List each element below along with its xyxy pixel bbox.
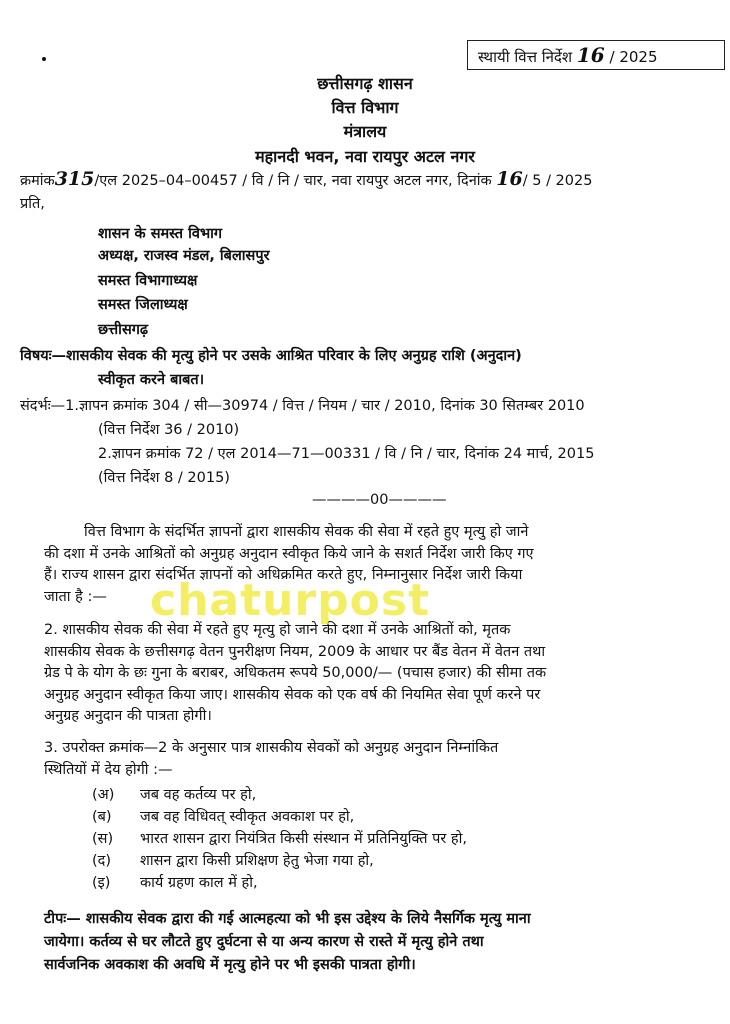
para2-line: ग्रेड पे के योग के छः गुना के बराबर, अधिकतम रूपये 50,000/— (पचास हजार) की सीमा तक <box>44 665 547 681</box>
paragraph-2 <box>44 620 704 728</box>
condition-mark-c: (स) <box>92 831 114 847</box>
scan-speck <box>42 57 46 61</box>
prati: प्रति, <box>20 196 45 212</box>
condition-text-e: कार्य ग्रहण काल में हो, <box>140 875 258 891</box>
reference-1-line-1: संदर्भः—1.ज्ञापन क्रमांक 304 / सी—30974 / वित्त / नियम / चार / 2010, दिनांक 30 सितम्बर 2010 <box>20 398 585 414</box>
recipient-3: समस्त विभागाध्यक्ष <box>98 273 198 289</box>
condition-mark-a: (अ) <box>92 787 115 803</box>
header-address: महानदी भवन, नवा रायपुर अटल नगर <box>255 147 475 166</box>
condition-text-d: शासन द्वारा किसी प्रशिक्षण हेतु भेजा गया हो, <box>140 853 374 869</box>
condition-text-b: जब वह विधिवत् स्वीकृत अवकाश पर हो, <box>140 809 355 825</box>
para1-line: वित्त विभाग के संदर्भित ज्ञापनों द्वारा शासकीय सेवक की सेवा में रहते हुए मृत्यु हो जाने <box>84 524 529 540</box>
watermark-logo: chaturpost <box>150 575 431 626</box>
ref-date-rest: / 5 / 2025 <box>522 173 593 189</box>
subject-line-1: विषयः—शासकीय सेवक की मृत्यु होने पर उसके आश्रित परिवार के लिए अनुग्रह राशि (अनुदान) <box>20 348 522 364</box>
recipient-1: शासन के समस्त विभाग <box>98 226 223 242</box>
reference-2-line-2: (वित्त निर्देश 8 / 2015) <box>98 470 230 486</box>
para1-line: जाता है :— <box>44 588 107 605</box>
ref-prefix: क्रमांक <box>20 173 55 189</box>
para1-line: की दशा में उनके आश्रितों को अनुग्रह अनुदान स्वीकृत किये जाने के सशर्त निर्देश जारी किए गए <box>44 545 534 562</box>
condition-mark-b: (ब) <box>92 809 112 825</box>
recipient-4: समस्त जिलाध्यक्ष <box>98 297 188 313</box>
header-government: छत्तीसगढ़ शासन <box>317 74 413 93</box>
reference-2-line-1: 2.ज्ञापन क्रमांक 72 / एल 2014—71—00331 / वि / नि / चार, दिनांक 24 मार्च, 2015 <box>98 446 595 462</box>
recipient-2: अध्यक्ष, राजस्व मंडल, बिलासपुर <box>98 248 270 264</box>
condition-text-a: जब वह कर्तव्य पर हो, <box>140 787 257 803</box>
para2-line: 2. शासकीय सेवक की सेवा में रहते हुए मृत्यु हो जाने की दशा में उनके आश्रितों को, मृतक <box>44 622 511 638</box>
para2-line: अनुग्रह अनुदान की पात्रता होगी। <box>44 708 212 724</box>
para3-line: स्थितियों में देय होगी :— <box>44 761 173 778</box>
para2-line: शासकीय सेवक के छत्तीसगढ़ वेतन पुनरीक्षण नियम, 2009 के आधार पर बैंड वेतन में वेतन तथा <box>44 643 546 660</box>
reference-1-line-2: (वित्त निर्देश 36 / 2010) <box>98 422 240 438</box>
para3-line: 3. उपरोक्त क्रमांक—2 के अनुसार पात्र शासकीय सेवकों को अनुग्रह अनुदान निम्नांकित <box>44 740 499 756</box>
note-line: जायेगा। कर्तव्य से घर लौटते हुए दुर्घटना से या अन्य कारण से रास्ते में मृत्यु होने तथा <box>44 934 484 950</box>
subject-line-2: स्वीकृत करने बाबत। <box>98 372 205 388</box>
note-line: सार्वजनिक अवकाश की अवधि में मृत्यु होने पर भी इसकी पात्रता होगी। <box>44 957 416 973</box>
order-number: 16 <box>576 43 605 67</box>
condition-text-c: भारत शासन द्वारा नियंत्रित किसी संस्थान में प्रतिनियुक्ति पर हो, <box>140 831 467 847</box>
paragraph-3 <box>44 738 704 781</box>
header-department: वित्त विभाग <box>331 98 399 117</box>
header-ministry: मंत्रालय <box>343 122 387 141</box>
reference-line <box>20 168 592 190</box>
condition-mark-e: (इ) <box>92 875 111 891</box>
condition-mark-d: (द) <box>92 853 112 869</box>
order-label: स्थायी वित्त निर्देश <box>478 48 573 66</box>
ref-date-day: 16 <box>496 168 523 190</box>
para1-line: हैं। राज्य शासन द्वारा संदर्भित ज्ञापनों को अधिक्रमित करते हुए, निम्नानुसार निर्देश जारी किया <box>44 567 523 583</box>
order-year: / 2025 <box>609 48 658 66</box>
ref-code: /एल 2025–04–00457 / वि / नि / चार, नवा रायपुर अटल नगर, दिनांक <box>94 173 492 189</box>
recipient-5: छत्तीसगढ़ <box>98 322 149 338</box>
separator: ————00———— <box>312 492 447 508</box>
para2-line: अनुग्रह अनुदान स्वीकृत किया जाए। शासकीय सेवक को एक वर्ष की नियमित सेवा पूर्ण करने पर <box>44 686 541 703</box>
order-number-box <box>467 40 725 70</box>
ref-number: 315 <box>54 168 95 190</box>
note-line: टीपः— शासकीय सेवक द्वारा की गई आत्महत्या को भी इस उद्देश्य के लिये नैसर्गिक मृत्यु माना <box>44 911 531 927</box>
note <box>44 908 704 977</box>
